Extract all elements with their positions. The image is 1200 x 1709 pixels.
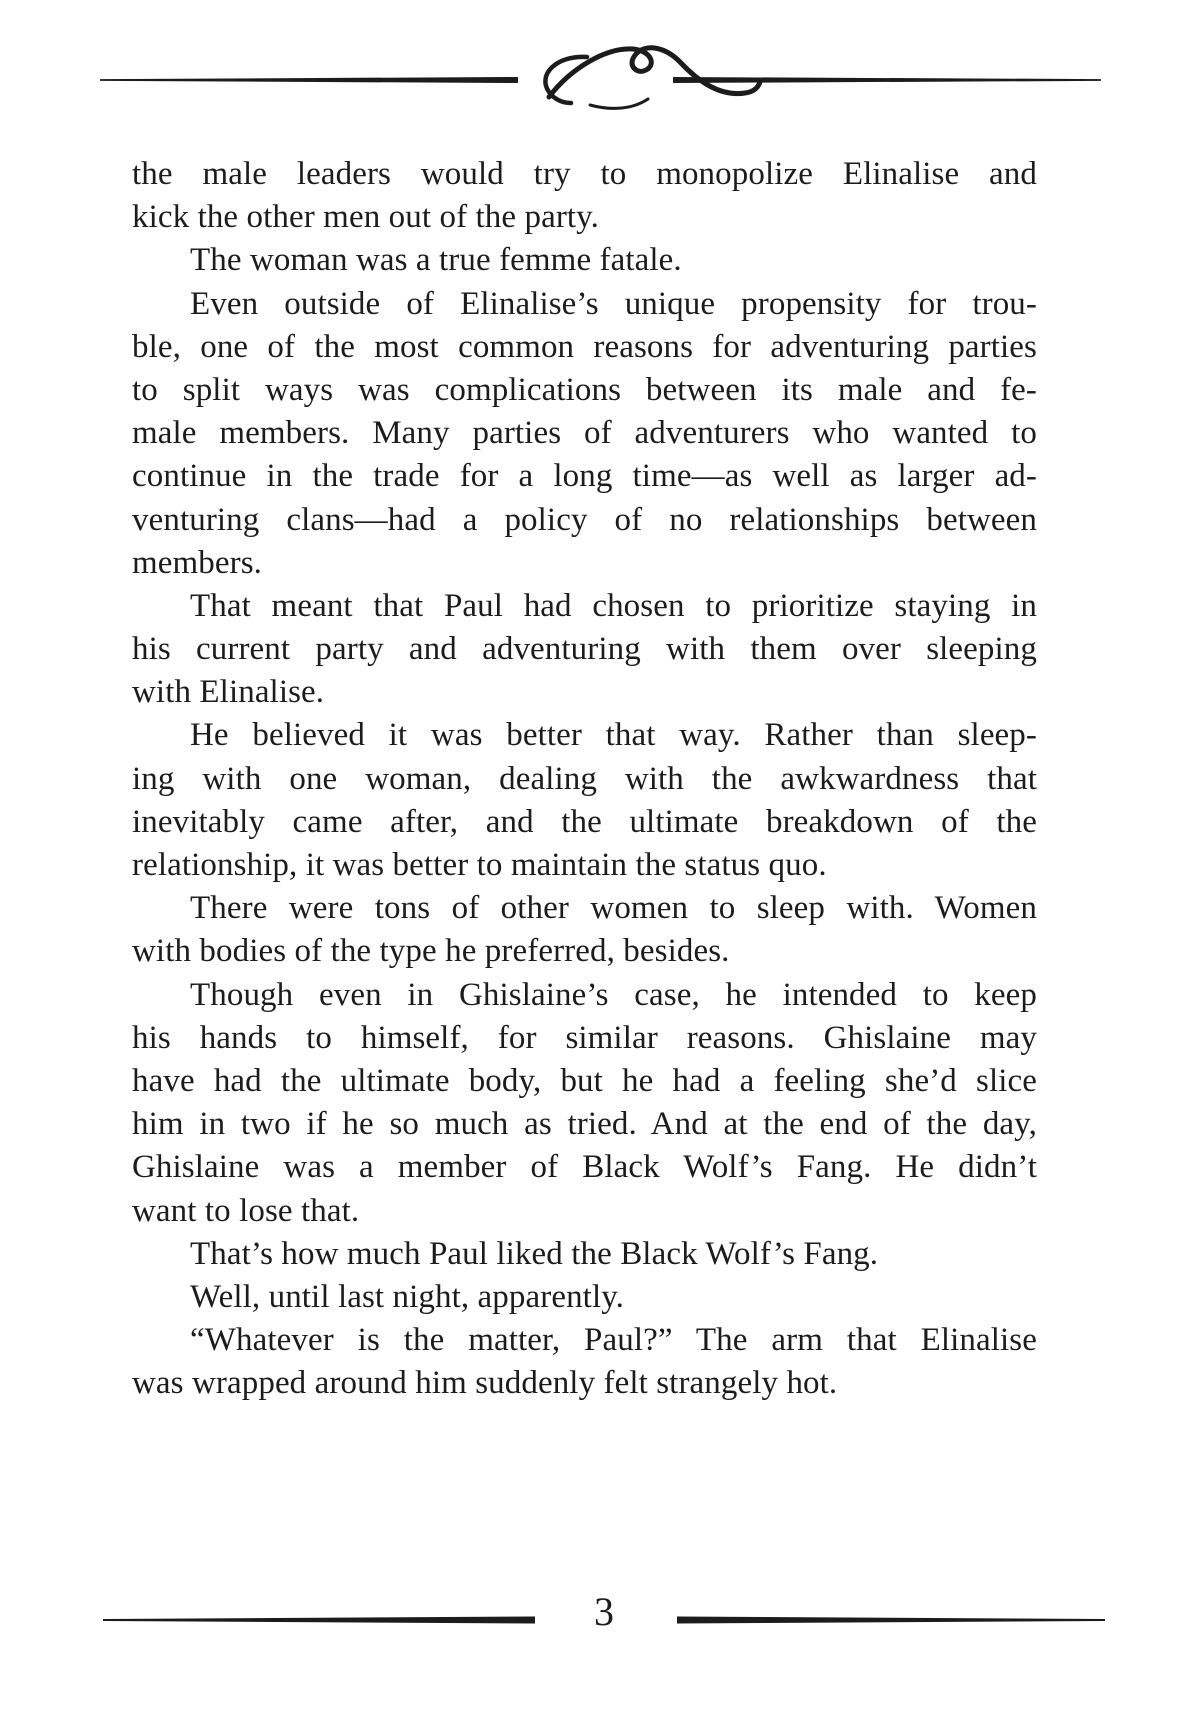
text-line: The woman was a true femme fatale.: [190, 242, 682, 279]
text-line: continue in the trade for a long time—as well as larger ad-: [132, 458, 1037, 495]
text-line: “Whatever is the matter, Paul?” The arm that Elinalise: [190, 1322, 1037, 1359]
text-line: male members. Many parties of adventurers who wanted to: [132, 415, 1037, 452]
text-line: have had the ultimate body, but he had a feeling she’d slice: [132, 1062, 1037, 1099]
page-number: 3: [594, 1589, 614, 1634]
text-line: his hands to himself, for similar reasons. Ghislaine may: [132, 1019, 1037, 1056]
text-line: kick the other men out of the party.: [132, 199, 599, 236]
text-line: to split ways was complications between its male and fe-: [132, 371, 1037, 408]
text-line: was wrapped around him suddenly felt strangely hot.: [132, 1365, 838, 1402]
text-line: with bodies of the type he preferred, besides.: [132, 933, 730, 970]
page-footer: [0, 1580, 1200, 1660]
text-line: ble, one of the most common reasons for adventuring parties: [132, 328, 1037, 365]
text-line: relationship, it was better to maintain the status quo.: [132, 847, 827, 883]
text-line: That meant that Paul had chosen to prioritize staying in: [190, 587, 1037, 624]
body-text: [132, 153, 1037, 1405]
header-divider: [90, 35, 1110, 125]
text-line: Even outside of Elinalise’s unique propensity for trou-: [190, 285, 1037, 322]
text-line: That’s how much Paul liked the Black Wolf’s Fang.: [190, 1235, 879, 1272]
text-line: venturing clans—had a policy of no relationships between: [132, 501, 1037, 538]
flourish-divider-icon: [90, 35, 1110, 125]
text-line: his current party and adventuring with them over sleeping: [132, 631, 1037, 668]
text-line: members.: [132, 544, 263, 581]
text-line: Ghislaine was a member of Black Wolf’s Fang. He didn’t: [132, 1149, 1037, 1186]
text-line: inevitably came after, and the ultimate breakdown of the: [132, 803, 1037, 840]
text-line: He believed it was better that way. Rather than sleep-: [190, 717, 1037, 754]
text-line: Though even in Ghislaine’s case, he intended to keep: [190, 976, 1037, 1013]
text-line: the male leaders would try to monopolize Elinalise and: [132, 156, 1037, 192]
text-line: ing with one woman, dealing with the awkwardness that: [132, 760, 1037, 797]
text-line: There were tons of other women to sleep with. Women: [190, 890, 1037, 927]
text-line: with Elinalise.: [132, 674, 325, 711]
text-line: Well, until last night, apparently.: [190, 1278, 625, 1315]
text-line: want to lose that.: [132, 1192, 360, 1229]
text-line: him in two if he so much as tried. And at the end of the day,: [132, 1106, 1037, 1143]
